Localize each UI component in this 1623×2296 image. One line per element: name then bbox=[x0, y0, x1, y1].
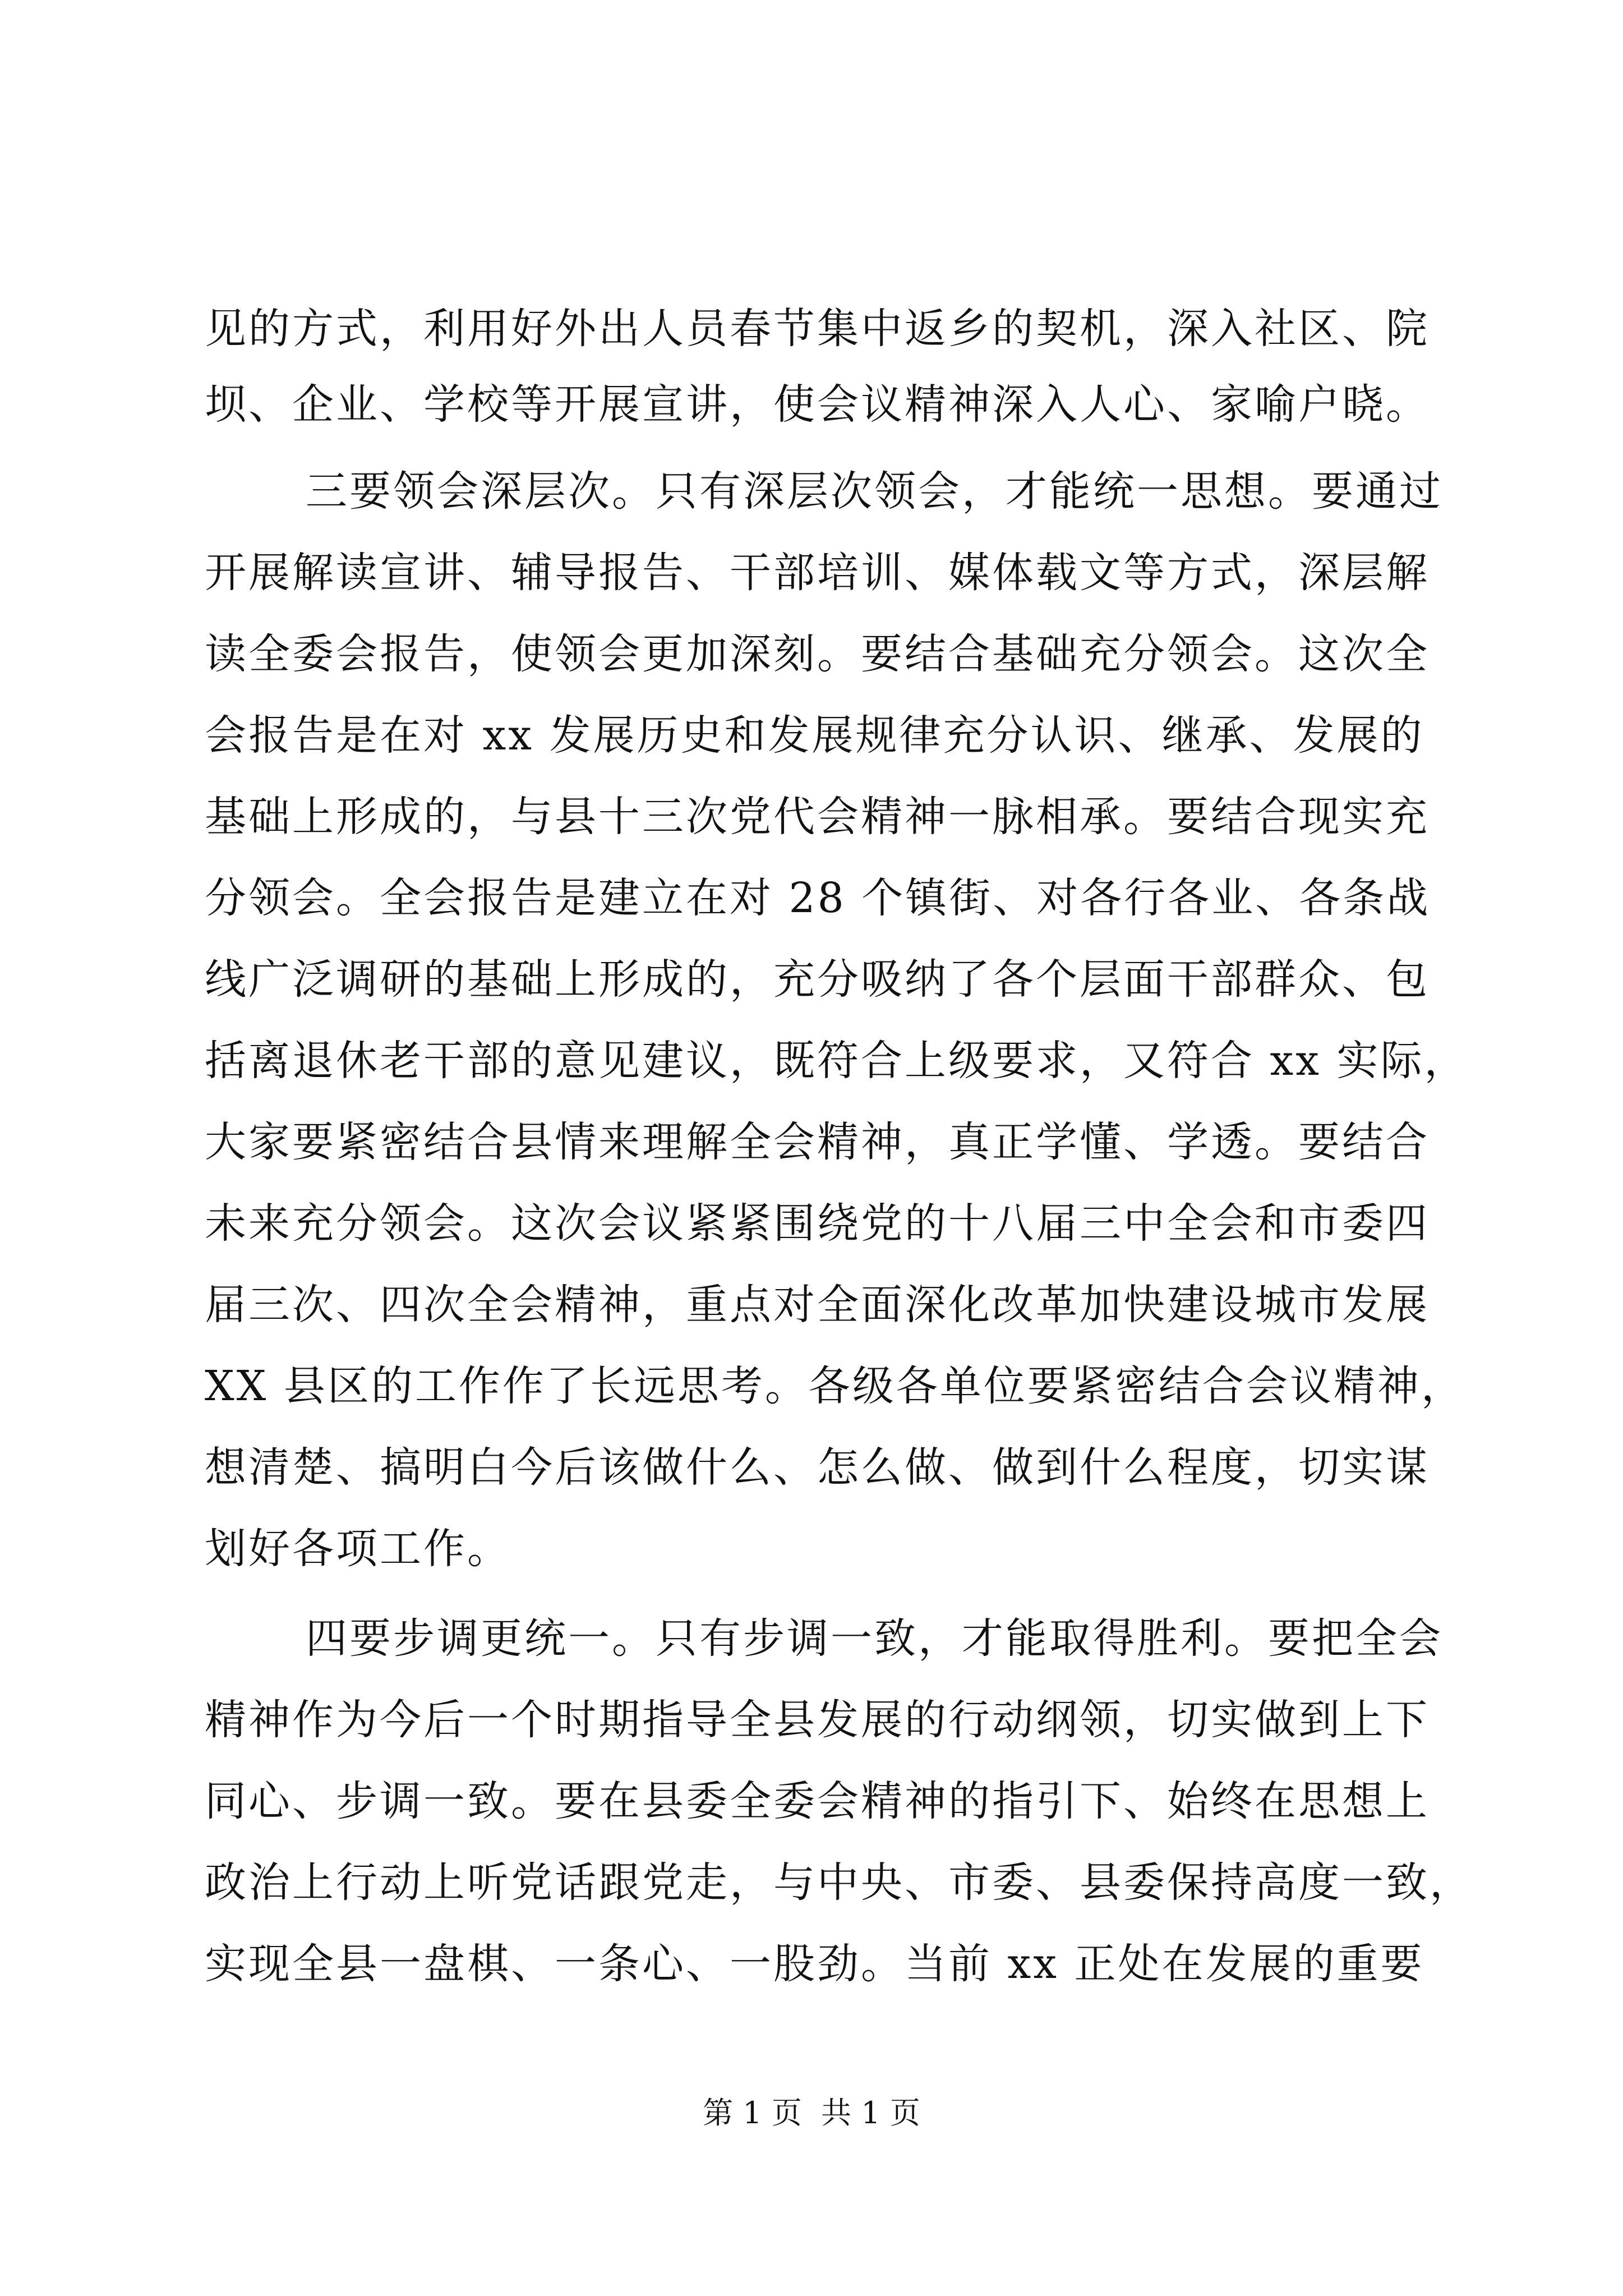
page-footer: 第 1 页 共 1 页 bbox=[703, 2095, 920, 2131]
text-line: 届三次、四次全会精神，重点对全面深化改革加快建设城市发展 bbox=[205, 1281, 1430, 1329]
text-line: 会报告是在对 xx 发展历史和发展规律充分认识、继承、发展的 bbox=[205, 711, 1424, 760]
text-line: 线广泛调研的基础上形成的，充分吸纳了各个层面干部群众、包 bbox=[205, 955, 1430, 1004]
text-line: 四要步调更统一。只有步调一致，才能取得胜利。要把全会 bbox=[306, 1614, 1443, 1663]
text-line: 实现全县一盘棋、一条心、一股劲。当前 xx 正处在发展的重要 bbox=[205, 1940, 1424, 1988]
text-line: 政治上行动上听党话跟党走，与中央、市委、县委保持高度一致， bbox=[205, 1858, 1473, 1907]
text-line: 精神作为今后一个时期指导全县发展的行动纲领，切实做到上下 bbox=[205, 1696, 1430, 1744]
text-line: 划好各项工作。 bbox=[205, 1525, 511, 1573]
text-line: 未来充分领会。这次会议紧紧围绕党的十八届三中全会和市委四 bbox=[205, 1199, 1430, 1248]
text-line: 括离退休老干部的意见建议，既符合上级要求，又符合 xx 实际， bbox=[205, 1037, 1468, 1085]
text-line: 坝、企业、学校等开展宣讲，使会议精神深入人心、家喻户晓。 bbox=[205, 380, 1430, 429]
text-line: 读全委会报告，使领会更加深刻。要结合基础充分领会。这次全 bbox=[205, 630, 1430, 678]
text-line: XX 县区的工作作了长远思考。各级各单位要紧密结合会议精神， bbox=[205, 1362, 1465, 1410]
text-line: 开展解读宣讲、辅导报告、干部培训、媒体载文等方式，深层解 bbox=[205, 549, 1430, 597]
text-line: 分领会。全会报告是建立在对 28 个镇街、对各行各业、各条战 bbox=[205, 874, 1431, 922]
text-line: 同心、步调一致。要在县委全委会精神的指引下、始终在思想上 bbox=[205, 1777, 1430, 1825]
text-line: 想清楚、搞明白今后该做什么、怎么做、做到什么程度，切实谋 bbox=[205, 1443, 1430, 1492]
text-line: 三要领会深层次。只有深层次领会，才能统一思想。要通过 bbox=[306, 467, 1443, 516]
text-line: 基础上形成的，与县十三次党代会精神一脉相承。要结合现实充 bbox=[205, 793, 1430, 841]
text-line: 见的方式，利用好外出人员春节集中返乡的契机，深入社区、院 bbox=[205, 305, 1430, 353]
text-line: 大家要紧密结合县情来理解全会精神，真正学懂、学透。要结合 bbox=[205, 1118, 1430, 1166]
